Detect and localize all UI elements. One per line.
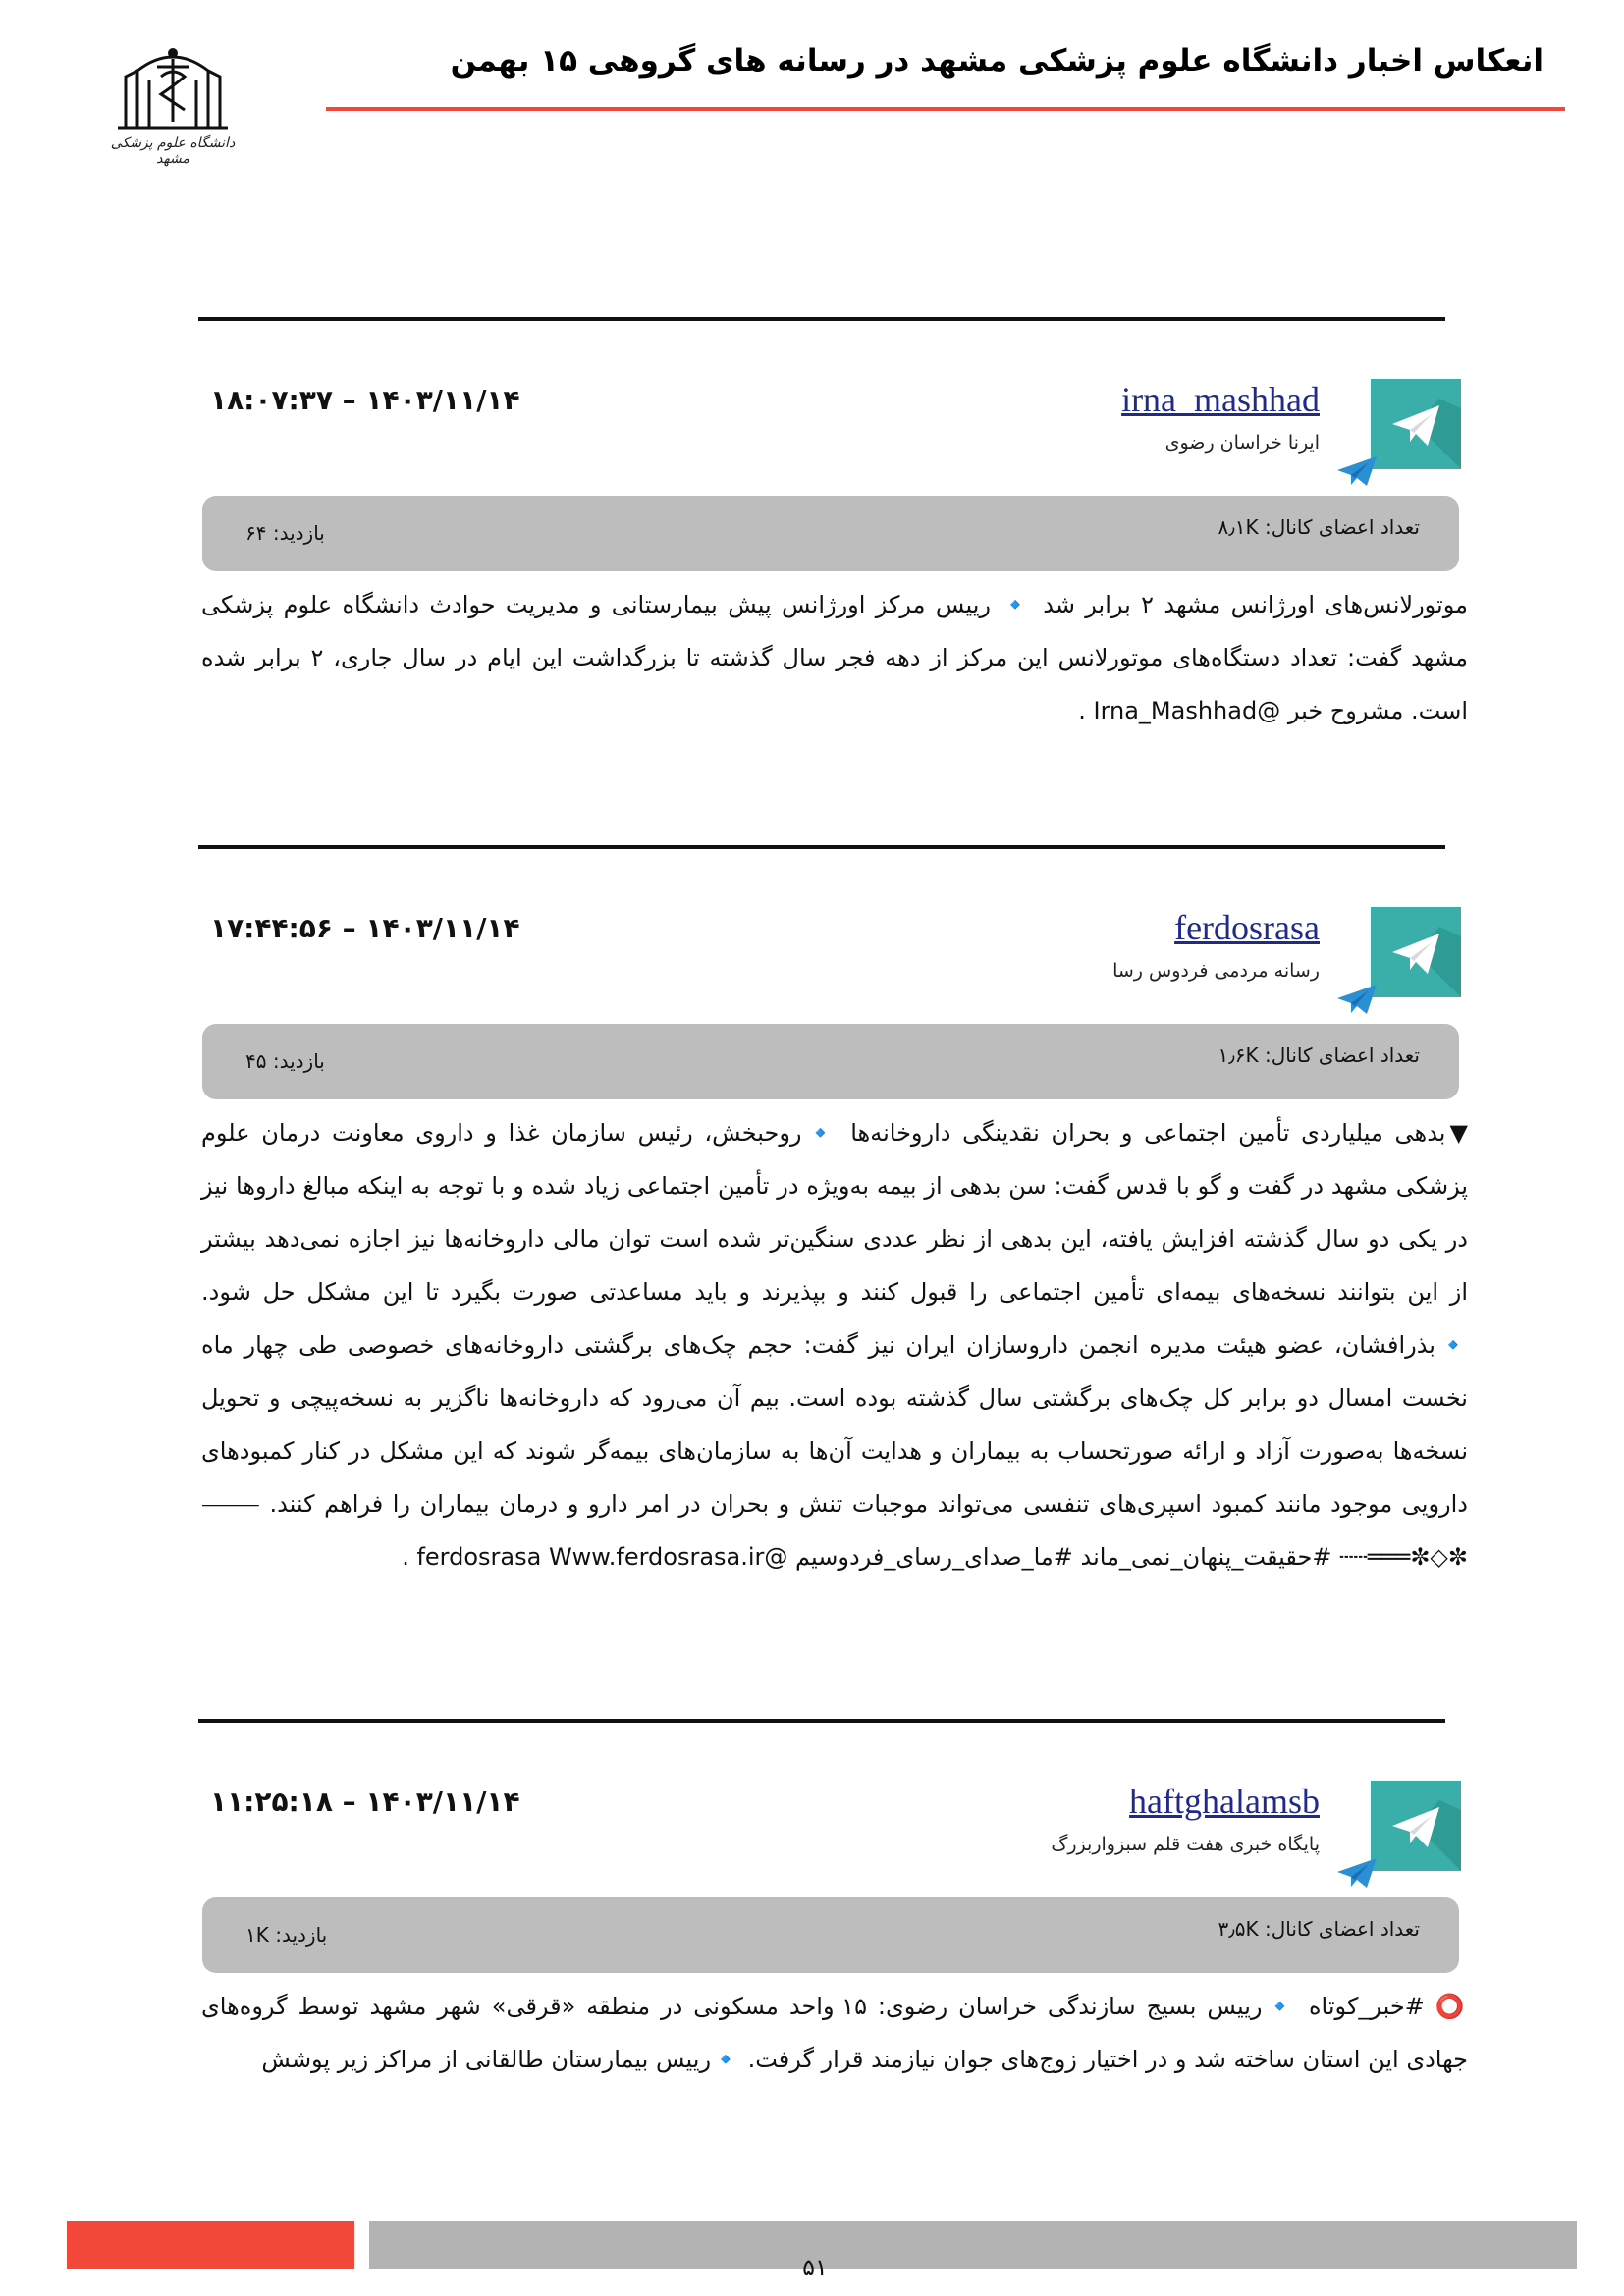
university-logo — [108, 37, 238, 171]
telegram-channel-avatar[interactable] — [1371, 907, 1461, 997]
post-stats-bar — [202, 1024, 1459, 1099]
post-body-text: ▼بدهی میلیاردی تأمین اجتماعی و بحران نقدینگی داروخانه‌ها 🔹روحبخش، رئیس سازمان غذا و داروی معاونت درمان علوم پزشکی مشهد در گفت و گو با قدس گفت: سن بدهی از بیمه به‌ویژه در تأمین اجتماعی زیاد شده و با توجه به اینکه مبالغ داروها نیز در یکی دو سال گذشته افزایش یافته، این بدهی از نظر عددی سنگین‌تر شده است توان مالی داروخانه‌ها نیز اجازه نمی‌دهد بیشتر از این بتوانند نسخه‌های بیمه‌ای تأمین اجتماعی را قبول کنند و بپذیرند و باید مساعدتی صورت بگیرد تا این مشکل حل شود. 🔹بذرافشان، عضو هیئت مدیره انجمن داروسازان ایران نیز گفت: حجم چک‌های برگشتی داروخانه‌های خصوصی طی چهار ماه نخست امسال دو برابر کل چک‌های برگشتی سال گذشته بوده است. بیم آن می‌رود که داروخانه‌ها ناگزیر به نسخه‌پیچی و تحویل نسخه‌ها به‌صورت آزاد و ارائه صورتحساب به بیماران و هدایت آن‌ها به سازمان‌های بیمه‌گر شوند که این مشکل در کنار کمبودهای دارویی موجود مانند کمبود اسپری‌های تنفسی می‌تواند موجبات تنش و بحران در امر دارو و درمان بیماران را فراهم کنند. ⸻✼◇✼═══┄┄ #حقیقت_پنهان_نمی_ماند #ما_صدای_رسای_فردوسیم @ferdosrasa Www.ferdosrasa.ir . — [201, 1119, 1468, 1571]
telegram-channel-avatar[interactable] — [1371, 1781, 1461, 1871]
post-body-text: ⭕ #خبر_کوتاه 🔹رییس بسیج سازندگی خراسان رضوی: ۱۵ واحد مسکونی در منطقه «قرقی» شهر مشهد توسط گروه‌های جهادی این استان ساخته شد و در اختیار زوج‌های جوان نیازمند قرار گرفت. 🔹رییس بیمارستان طالقانی از مراکز زیر پوشش — [201, 1993, 1468, 2073]
footer-accent-bar — [67, 2221, 354, 2269]
telegram-badge-icon — [1335, 1856, 1379, 1890]
telegram-icon — [1371, 907, 1461, 997]
telegram-channel-avatar[interactable] — [1371, 379, 1461, 469]
channel-name: ایرنا خراسان رضوی — [1164, 432, 1320, 454]
channel-name: رسانه مردمی فردوس رسا — [1112, 960, 1320, 982]
telegram-icon — [1371, 1781, 1461, 1871]
channel-handle-link[interactable]: irna_mashhad — [1121, 380, 1320, 419]
post-views-count: بازدید: ۴۵ — [245, 1049, 325, 1073]
logo-caption: دانشگاه علوم پزشکی مشهد — [110, 135, 236, 167]
channel-members-count: تعداد اعضای کانال: ۸٫۱K — [1218, 515, 1420, 539]
post-divider — [198, 317, 1445, 321]
footer-bar — [369, 2221, 1577, 2269]
post-datetime: ۱۸:۰۷:۳۷ – ۱۴۰۳/۱۱/۱۴ — [210, 384, 520, 416]
channel-handle-link[interactable]: haftghalamsb — [1129, 1782, 1320, 1821]
post-body-text: موتورلانس‌های اورژانس مشهد ۲ برابر شد 🔹 رییس مرکز اورژانس پیش بیمارستانی و مدیریت حوادث دانشگاه علوم پزشکی مشهد گفت: تعداد دستگاه‌های موتورلانس این مرکز از دهه فجر سال گذشته تا بزرگداشت این ایام در سال جاری، ۲ برابر شده است. مشروح خبر @Irna_Mashhad . — [201, 591, 1468, 724]
channel-members-count: تعداد اعضای کانال: ۳٫۵K — [1218, 1917, 1420, 1941]
channel-members-count: تعداد اعضای کانال: ۱٫۶K — [1218, 1043, 1420, 1067]
post-datetime: ۱۷:۴۴:۵۶ – ۱۴۰۳/۱۱/۱۴ — [210, 912, 520, 944]
header-divider — [326, 107, 1565, 111]
post-views-count: بازدید: ۶۴ — [245, 521, 325, 545]
telegram-badge-icon — [1335, 454, 1379, 488]
post-datetime: ۱۱:۲۵:۱۸ – ۱۴۰۳/۱۱/۱۴ — [210, 1786, 520, 1818]
post-views-count: بازدید: ۱K — [245, 1923, 328, 1947]
page-title: انعکاس اخبار دانشگاه علوم پزشکی مشهد در رسانه های گروهی ۱۵ بهمن — [450, 43, 1543, 79]
post-divider — [198, 1719, 1445, 1723]
post-stats-bar — [202, 1897, 1459, 1973]
post-divider — [198, 845, 1445, 849]
channel-handle-link[interactable]: ferdosrasa — [1174, 908, 1320, 947]
channel-name: پایگاه خبری هفت قلم سبزواربزرگ — [1051, 1834, 1320, 1855]
telegram-badge-icon — [1335, 983, 1379, 1016]
telegram-icon — [1371, 379, 1461, 469]
university-emblem-icon — [108, 37, 238, 135]
post-stats-bar — [202, 496, 1459, 571]
page-number: ۵۱ — [802, 2254, 828, 2281]
